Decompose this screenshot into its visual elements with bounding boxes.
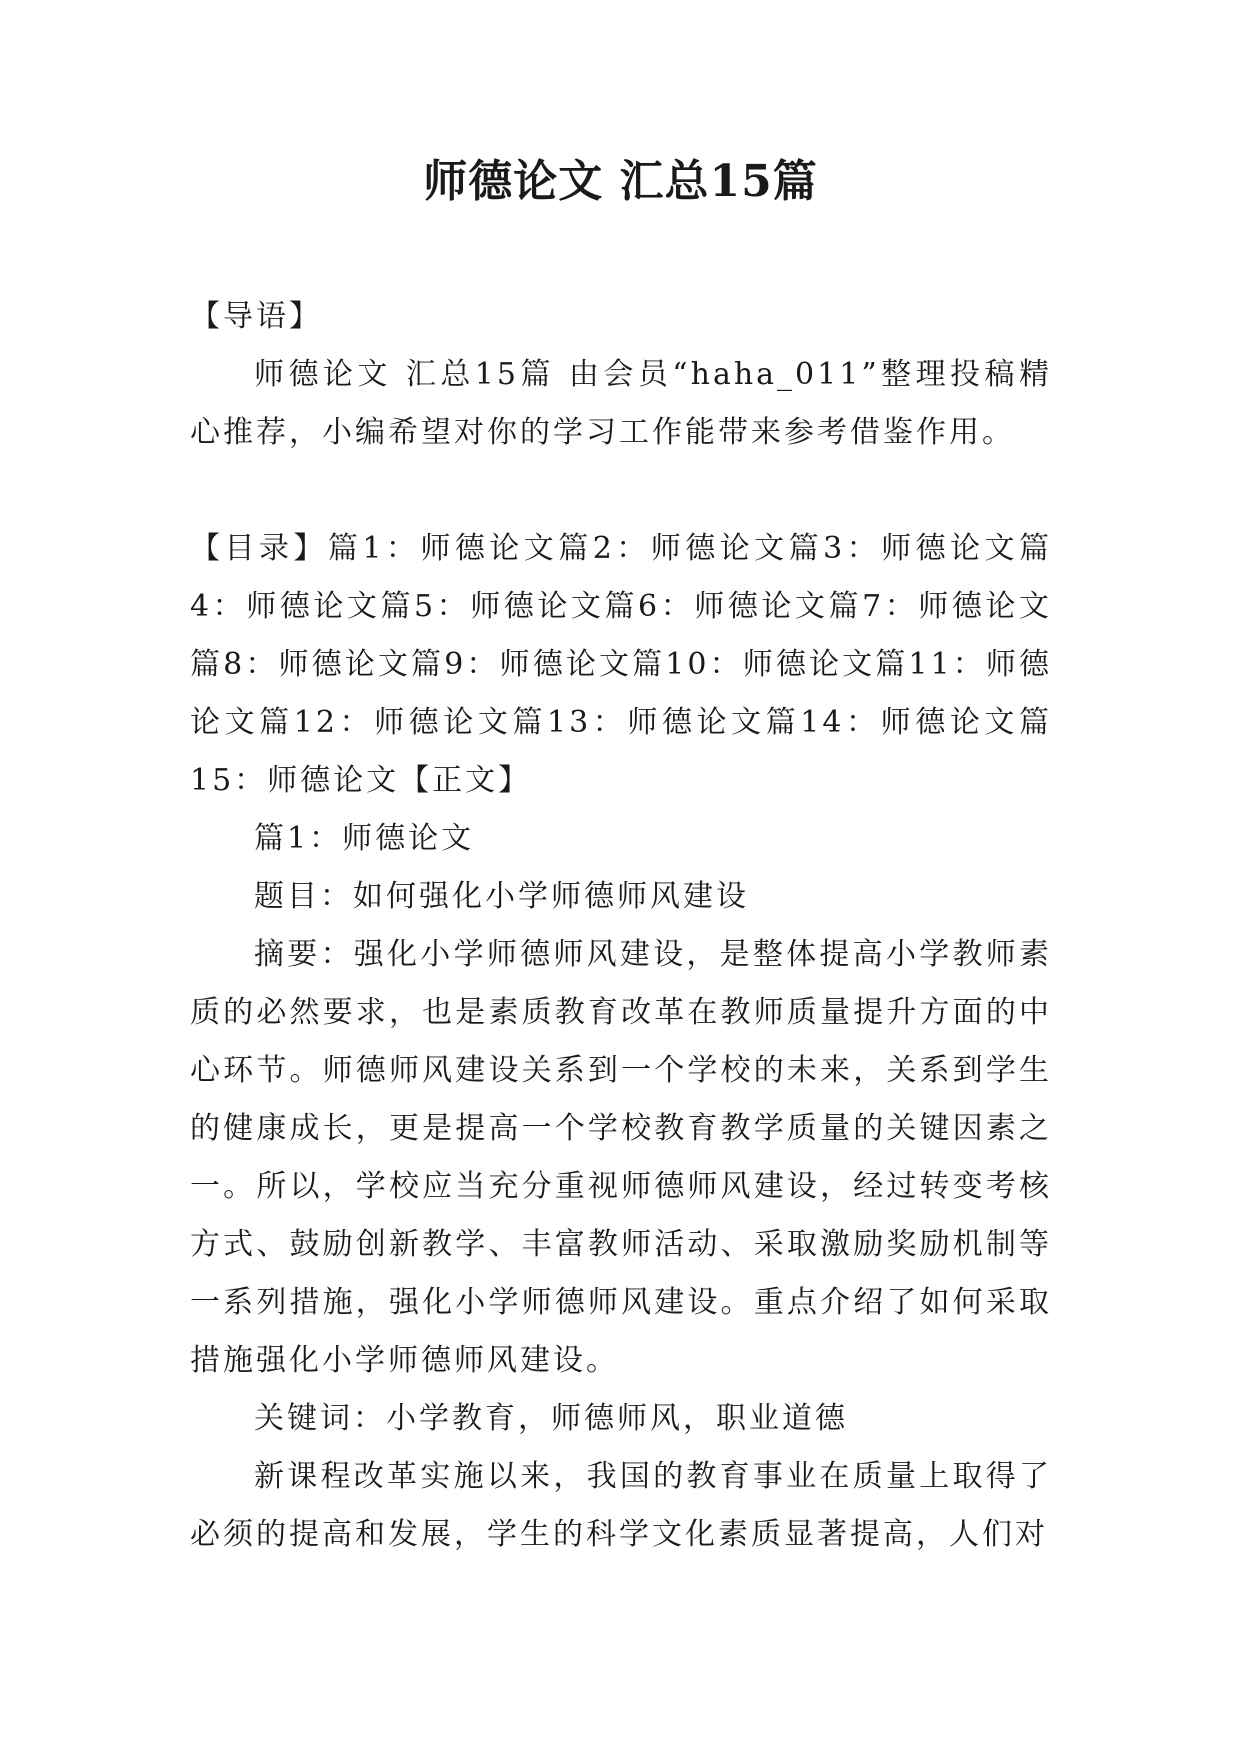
article-keywords: 关键词：小学教育，师德师风，职业道德 [254, 1401, 848, 1436]
table-of-contents: 【目录】篇1：师德论文篇2：师德论文篇3：师德论文篇4：师德论文篇5：师德论文篇6：师德论文篇7：师德论文篇8：师德论文篇9：师德论文篇10：师德论文篇11：师德论文篇12：师德论文篇13：师德论文篇14：师德论文篇15：师德论文【正文】 [190, 531, 1052, 798]
document-body [190, 288, 1052, 1564]
body-paragraph: 新课程改革实施以来，我国的教育事业在质量上取得了必须的提高和发展，学生的科学文化素质显著提高，人们对 [190, 1459, 1052, 1552]
article-heading: 篇1：师德论文 [254, 821, 475, 856]
article-abstract: 摘要：强化小学师德师风建设，是整体提高小学教师素质的必然要求，也是素质教育改革在教师质量提升方面的中心环节。师德师风建设关系到一个学校的未来，关系到学生的健康成长，更是提高一个学校教育教学质量的关键因素之一。所以，学校应当充分重视师德师风建设，经过转变考核方式、鼓励创新教学、丰富教师活动、采取激励奖励机制等一系列措施，强化小学师德师风建设。重点介绍了如何采取措施强化小学师德师风建设。 [190, 937, 1052, 1378]
document-title: 师德论文 汇总15篇 [423, 156, 818, 207]
intro-heading: 【导语】 [190, 299, 322, 334]
intro-paragraph: 师德论文 汇总15篇 由会员“haha_011”整理投稿精心推荐，小编希望对你的学习工作能带来参考借鉴作用。 [190, 357, 1052, 450]
paragraph-spacer [190, 462, 1052, 520]
article-topic: 题目：如何强化小学师德师风建设 [254, 879, 749, 914]
